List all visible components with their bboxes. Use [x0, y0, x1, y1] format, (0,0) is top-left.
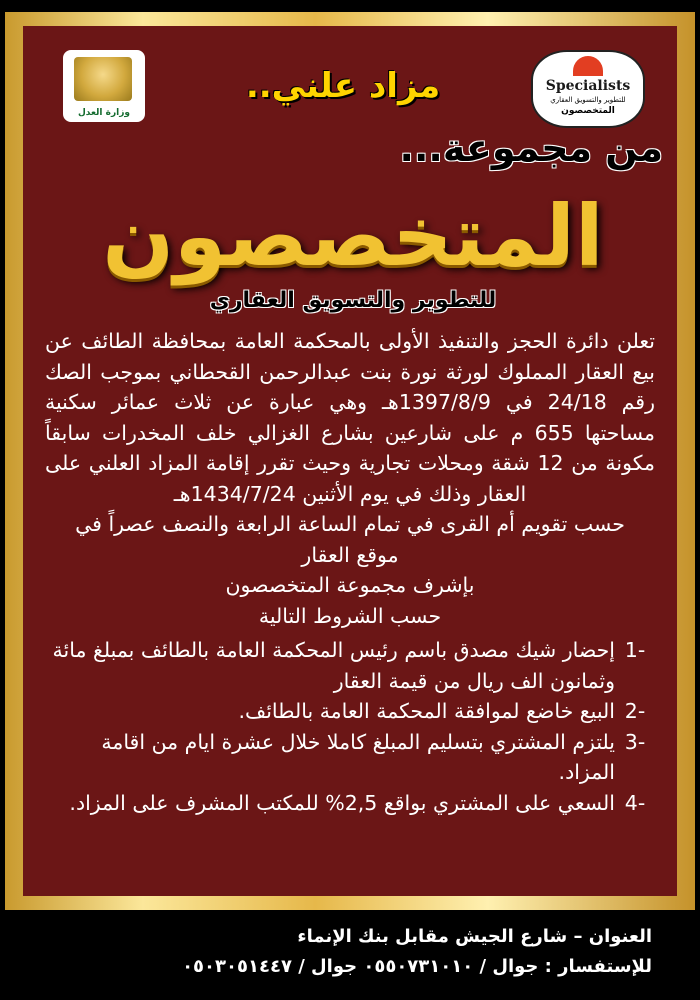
condition-item	[45, 635, 655, 696]
conditions-list	[45, 635, 655, 818]
brand-subtitle: للتطوير والتسويق العقاري	[209, 288, 497, 313]
supervision: بإشرف مجموعة المتخصصون	[225, 573, 475, 597]
condition-number: -4	[624, 790, 646, 815]
condition-item	[45, 788, 655, 819]
condition-number: -1	[624, 638, 646, 662]
condition-text: يلتزم المشتري بتسليم المبلغ كاملا خلال عشرة ايام من اقامة المزاد.	[101, 729, 615, 784]
condition-text: البيع خاضع لموافقة المحكمة العامة بالطائف.	[238, 699, 615, 723]
condition-number: -3	[624, 729, 646, 754]
auction-place: موقع العقار	[301, 542, 399, 567]
specialists-subtitle: للتطوير والتسويق العقاري	[550, 96, 626, 104]
condition-text: السعي على المشتري بواقع 2,5% للمكتب المشرف على المزاد.	[69, 790, 615, 815]
footer-contact: للإستفسار : جوال / ٠٥٥٠٧٣١٠١٠ جوال / ٠٥٠٣٠٥١٤٤٧	[182, 956, 652, 977]
scales-emblem-icon	[74, 57, 132, 101]
specialists-logo	[531, 50, 645, 128]
ministry-of-justice-logo	[63, 50, 145, 122]
condition-item	[45, 696, 655, 727]
public-auction-title: مزاد علني..	[245, 66, 441, 106]
specialists-brand: Specialists	[545, 78, 631, 94]
condition-item	[45, 727, 655, 788]
from-group-title: من مجموعة...	[399, 126, 663, 170]
announcement-paragraph: تعلن دائرة الحجز والتنفيذ الأولى بالمحكمة العامة بمحافظة الطائف عن بيع العقار المملوك لورثة نورة بنت عبدالرحمن القحطاني بموجب الصك رقم 24/18 في 1397/8/9هـ وهي عبارة عن ثلاث عمائر سكنية مساحتها 655 م على شارعين بشارع الغزالي خلف المخدرات سابقاً مكونة من 12 شقة ومحلات تجارية وحيث تقرر إقامة المزاد العلني على العقار وذلك في يوم الأثنين 1434/7/24هـ	[45, 329, 656, 506]
gold-frame	[5, 12, 695, 910]
auction-time: حسب تقويم أم القرى في تمام الساعة الرابعة والنصف عصراً في	[75, 512, 625, 536]
condition-number: -2	[624, 699, 646, 723]
flyer-panel	[23, 26, 677, 896]
sunrise-icon	[573, 56, 603, 76]
announcement-body	[45, 326, 655, 818]
footer-address: العنوان – شارع الجيش مقابل بنك الإنماء	[297, 926, 652, 947]
condition-text: إحضار شيك مصدق باسم رئيس المحكمة العامة بالطائف بمبلغ مائة وثمانون الف ريال من قيمة العقار	[52, 638, 615, 693]
contact-footer	[0, 914, 700, 1000]
brand-name: المتخصصون	[102, 187, 604, 285]
terms-heading: حسب الشروط التالية	[258, 603, 442, 628]
ministry-label: وزارة العدل	[77, 108, 131, 118]
specialists-arabic: المتخصصون	[561, 106, 615, 116]
